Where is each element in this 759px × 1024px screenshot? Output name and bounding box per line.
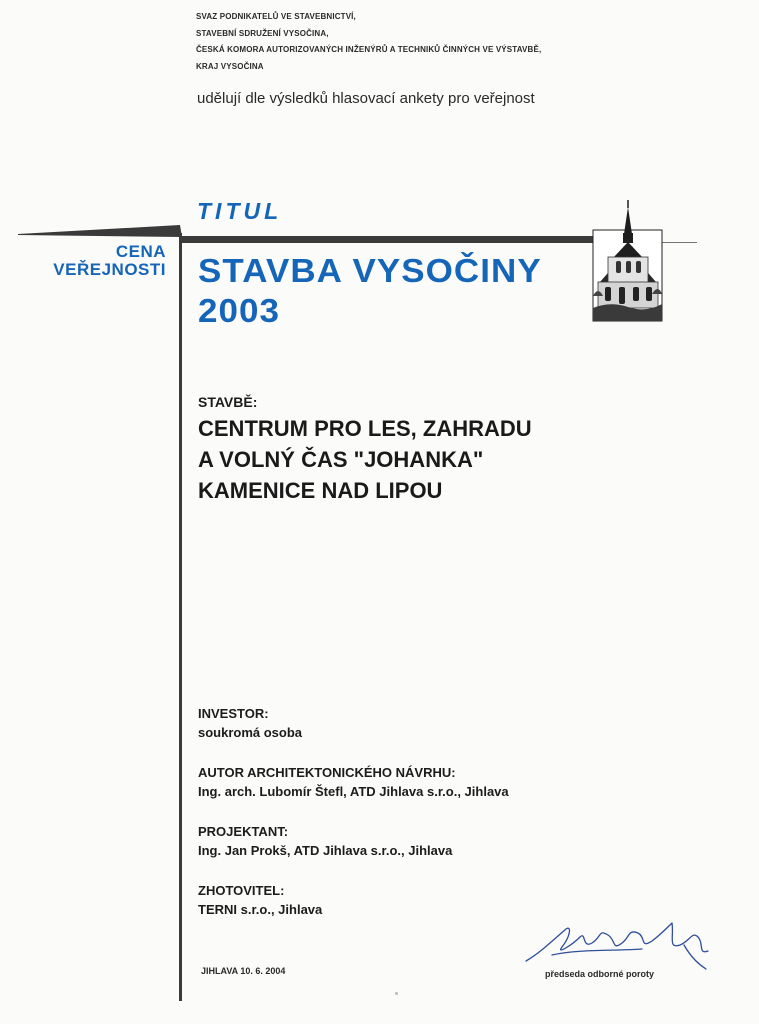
building-name-line: CENTRUM PRO LES, ZAHRADU [198, 416, 532, 441]
issue-date: JIHLAVA 10. 6. 2004 [201, 966, 286, 976]
credit-designer [198, 822, 618, 860]
church-tower-icon [592, 200, 663, 322]
credit-investor [198, 704, 618, 742]
issuer-line: ČESKÁ KOMORA AUTORIZOVANÝCH INŽENÝRŮ A TECHNIKŮ ČINNÝCH VE VÝSTAVBĚ, [196, 45, 542, 54]
horizontal-rule [182, 236, 593, 243]
award-title [198, 251, 542, 331]
building-name-line: KAMENICE NAD LIPOU [198, 478, 443, 503]
paper-speck [395, 992, 398, 995]
credit-contractor [198, 881, 618, 919]
credit-value: TERNI s.r.o., Jihlava [198, 902, 323, 917]
credit-label: INVESTOR: [198, 706, 269, 721]
intro-text: udělují dle výsledků hlasovací ankety pro veřejnost [197, 90, 535, 107]
credit-label: AUTOR ARCHITEKTONICKÉHO NÁVRHU: [198, 765, 456, 780]
award-title-line: 2003 [198, 292, 281, 329]
issuers-block [196, 9, 676, 75]
credit-value: Ing. arch. Lubomír Štefl, ATD Jihlava s.r.o., Jihlava [198, 784, 509, 799]
credit-label: PROJEKTANT: [198, 824, 289, 839]
horizontal-rule-tail [661, 242, 697, 243]
credits-block [198, 704, 618, 940]
cena-line: CENA [115, 242, 166, 261]
credit-value: Ing. Jan Prokš, ATD Jihlava s.r.o., Jihlava [198, 843, 453, 858]
issuer-line: SVAZ PODNIKATELŮ VE STAVEBNICTVÍ, [196, 12, 356, 21]
award-title-line: STAVBA VYSOČINY [198, 252, 542, 289]
issuer-line: KRAJ VYSOČINA [196, 61, 264, 71]
award-titul-label: TITUL [197, 198, 283, 224]
left-wedge-rule [18, 225, 184, 239]
building-name [198, 413, 668, 506]
vertical-rule [179, 233, 182, 1001]
credit-label: ZHOTOVITEL: [198, 883, 285, 898]
signature-caption: předseda odborné poroty [545, 969, 655, 979]
building-name-line: A VOLNÝ ČAS "JOHANKA" [198, 447, 484, 472]
credit-architect [198, 763, 618, 801]
signature-mark [522, 915, 714, 971]
award-cena-verejnosti [20, 243, 166, 279]
cena-line: VEŘEJNOSTI [53, 260, 166, 279]
building-label: STAVBĚ: [198, 394, 258, 410]
credit-value: soukromá osoba [198, 725, 303, 740]
issuer-line: STAVEBNÍ SDRUŽENÍ VYSOČINA, [196, 28, 329, 38]
